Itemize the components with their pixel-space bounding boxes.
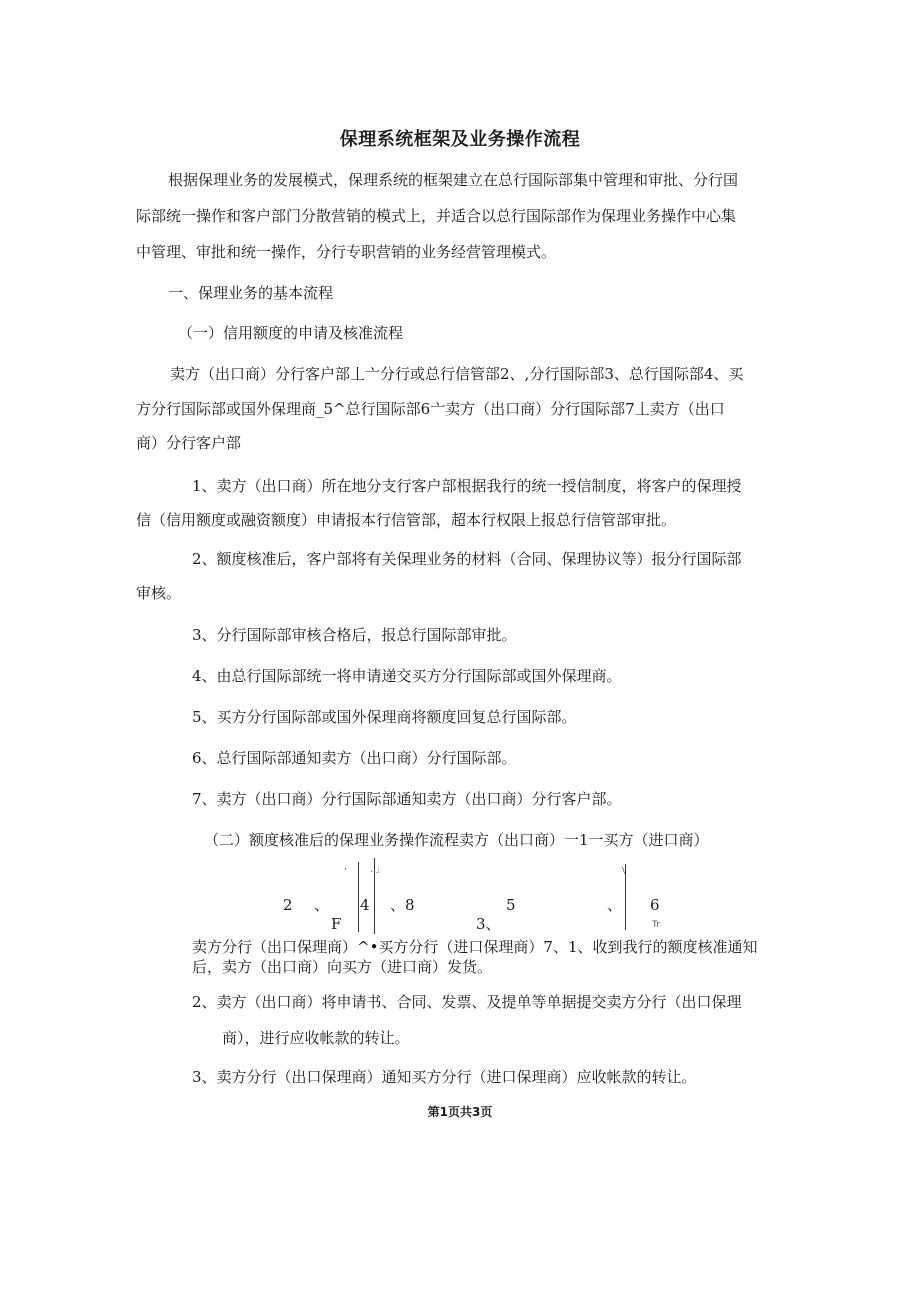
step-7: 7、卖方（出口商）分行国际部通知卖方（出口商）分行客户部。: [192, 790, 622, 808]
step-2-line-2: 审核。: [136, 584, 182, 602]
diagram-mark: ..」: [370, 865, 385, 875]
step2-line-1: 2、卖方（出口商）将申请书、合同、发票、及提单等单据提交卖方分行（出口保理: [192, 993, 742, 1011]
diagram-mark: Tr: [652, 920, 660, 930]
step-4: 4、由总行国际部统一将申请递交买方分行国际部或国外保理商。: [192, 667, 622, 685]
subsection-heading-2: （二）额度核准后的保理业务操作流程卖方（出口商）一1一买方（进口商）: [204, 831, 709, 849]
diagram-mark: ,: [344, 862, 347, 872]
diagram-label-5: 5: [506, 896, 516, 914]
step3-line: 3、卖方分行（出口保理商）通知买方分行（进口保理商）应收帐款的转让。: [192, 1068, 697, 1086]
diagram-line-right: [625, 864, 626, 930]
step2-line-2: 商），进行应收帐款的转让。: [222, 1029, 410, 1047]
diagram-label-comma-2: 、: [607, 896, 623, 914]
diagram-label-f: F: [331, 915, 342, 933]
intro-line-1: 根据保理业务的发展模式，保理系统的框架建立在总行国际部集中管理和审批、分行国: [168, 171, 739, 189]
subsection-heading-1: （一）信用额度的申请及核准流程: [178, 324, 404, 342]
flow1-line-1: 卖方（出口商）分行客户部丄亠分行或总行信管部2、,分行国际部3、总行国际部4、买: [170, 365, 744, 383]
flow2-line-1: 卖方分行（出口保理商）^•买方分行（进口保理商）7、1、收到我行的额度核准通知: [192, 938, 758, 956]
intro-line-2: 际部统一操作和客户部门分散营销的模式上，并适合以总行国际部作为保理业务操作中心集: [136, 207, 737, 225]
flow1-line-2: 方分行国际部或国外保理商_5^总行国际部6亠卖方（出口商）分行国际部7丄卖方（出口: [136, 400, 725, 418]
intro-line-3: 中管理、审批和统一操作，分行专职营销的业务经营管理模式。: [136, 243, 557, 261]
step-2-line-1: 2、额度核准后，客户部将有关保理业务的材料（合同、保理协议等）报分行国际部: [192, 550, 742, 568]
document-title: 保理系统框架及业务操作流程: [339, 129, 581, 150]
diagram-label-6: 6: [650, 896, 660, 914]
section-heading-1: 一、保理业务的基本流程: [168, 284, 334, 302]
step-1-line-1: 1、卖方（出口商）所在地分支行客户部根据我行的统一授信制度，将客户的保理授: [192, 477, 742, 495]
step-6: 6、总行国际部通知卖方（出口商）分行国际部。: [192, 749, 517, 767]
step-3: 3、分行国际部审核合格后，报总行国际部审批。: [192, 626, 517, 644]
step-5: 5、买方分行国际部或国外保理商将额度回复总行国际部。: [192, 708, 577, 726]
page-number: 第1页共3页: [427, 1105, 493, 1119]
diagram-label-4: 4: [360, 896, 370, 914]
flow2-line-2: 后，卖方（出口商）向买方（进口商）发货。: [192, 958, 493, 976]
diagram-label-8: 、8: [390, 896, 415, 914]
diagram-label-comma: 、: [314, 896, 330, 914]
diagram-mark: \: [622, 866, 626, 876]
step-1-line-2: 信（信用额度或融资额度）申请报本行信管部，超本行权限上报总行信管部审批。: [136, 511, 677, 529]
diagram-line-left: [358, 862, 359, 932]
diagram-label-3: 3、: [476, 915, 501, 933]
diagram-label-2: 2: [283, 896, 293, 914]
flow1-line-3: 商）分行客户部: [136, 434, 242, 452]
